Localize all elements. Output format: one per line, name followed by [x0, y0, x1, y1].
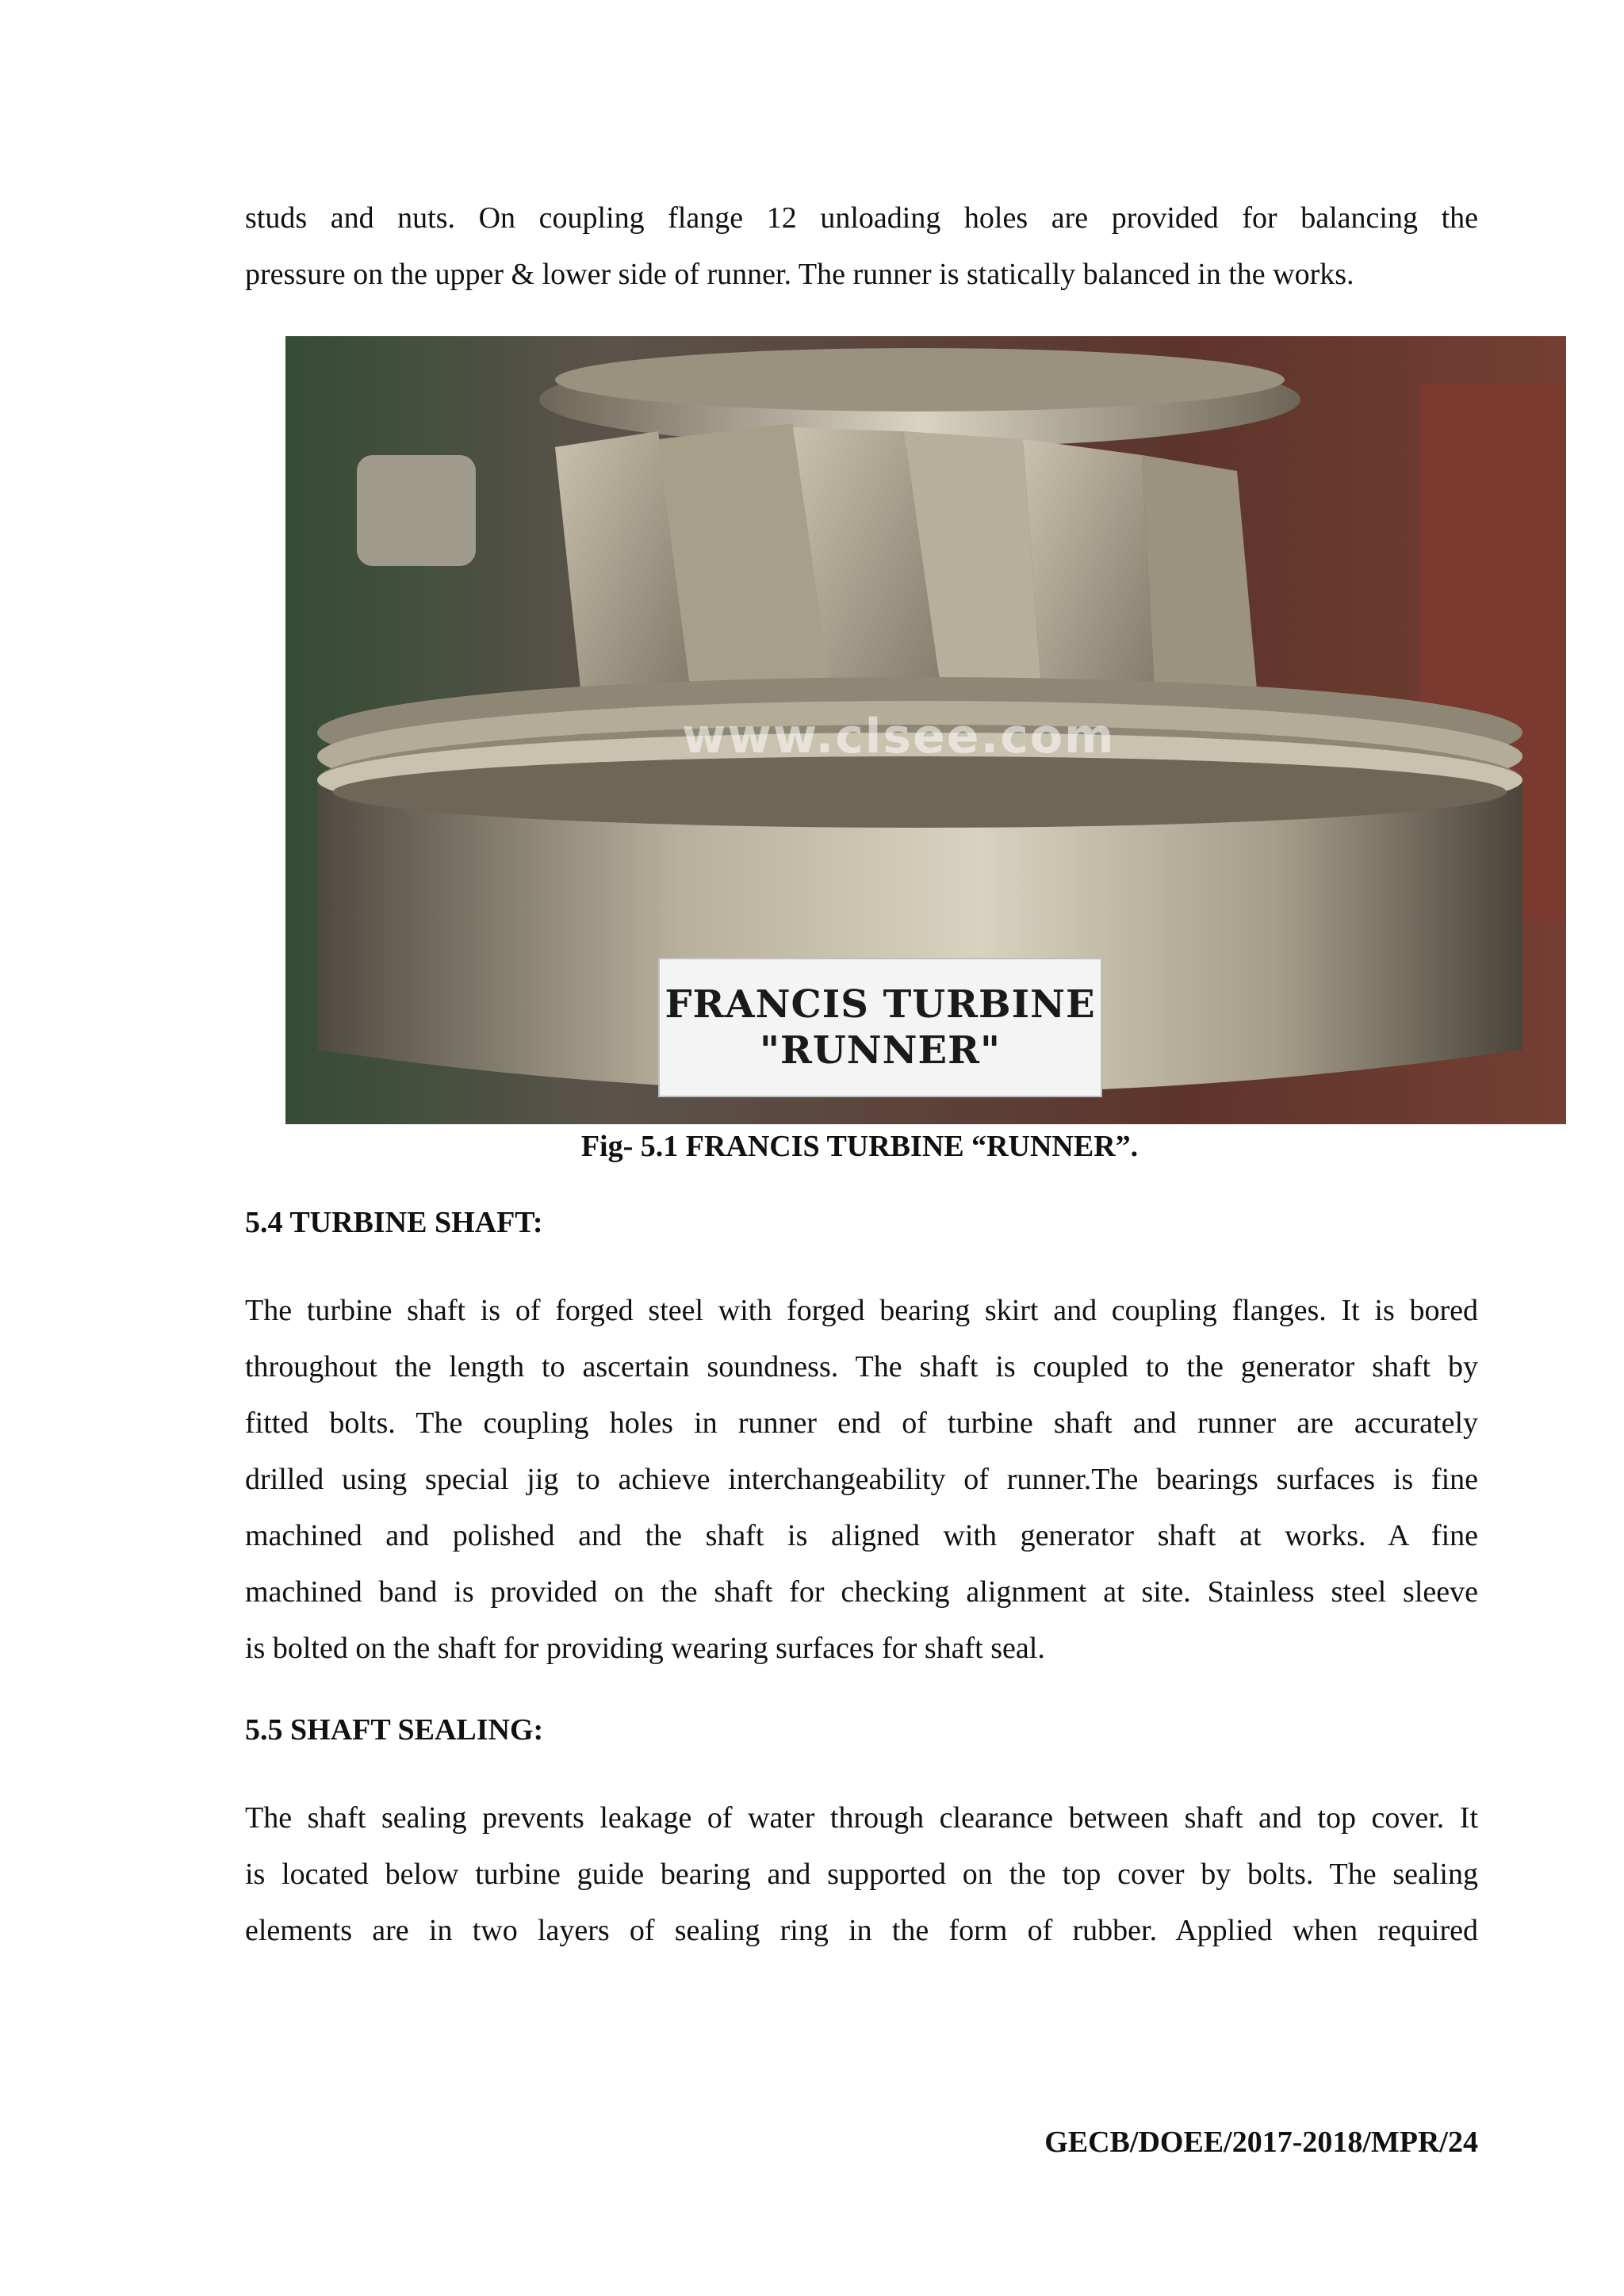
paragraph-line: The turbine shaft is of forged steel with forged bearing skirt and coupling flanges. It is bored — [245, 1294, 1478, 1327]
paragraph-line: is located below turbine guide bearing and supported on the top cover by bolts. The sealing — [245, 1858, 1478, 1891]
paragraph-line: is bolted on the shaft for providing wearing surfaces for shaft seal. — [245, 1632, 1045, 1665]
turbine-shaft-paragraph — [245, 1283, 1478, 1677]
paragraph-line: drilled using special jig to achieve interchangeability of runner.The bearings surfaces is fine — [245, 1463, 1478, 1496]
section-heading-turbine-shaft: 5.4 TURBINE SHAFT: — [245, 1206, 543, 1239]
watermark-text: www.clsee.com — [682, 709, 1116, 764]
paragraph-line: machined and polished and the shaft is aligned with generator shaft at works. A fine — [245, 1519, 1478, 1552]
paragraph-line: studs and nuts. On coupling flange 12 unloading holes are provided for balancing the — [245, 201, 1478, 235]
paragraph-line: elements are in two layers of sealing ring in the form of rubber. Applied when required — [245, 1914, 1478, 1947]
section-heading-shaft-sealing: 5.5 SHAFT SEALING: — [245, 1713, 544, 1747]
turbine-runner-photo — [285, 336, 1566, 1124]
paragraph-line: throughout the length to ascertain soundness. The shaft is coupled to the generator shaft by — [245, 1350, 1478, 1383]
paragraph-line: fitted bolts. The coupling holes in runner end of turbine shaft and runner are accurately — [245, 1406, 1478, 1440]
shaft-sealing-paragraph — [245, 1790, 1478, 1959]
photo-label-line2: "RUNNER" — [760, 1028, 1001, 1073]
paragraph-line: pressure on the upper & lower side of runner. The runner is statically balanced in the works. — [245, 258, 1354, 291]
page-footer-id: GECB/DOEE/2017-2018/MPR/24 — [1044, 2126, 1478, 2159]
figure-caption: Fig- 5.1 FRANCIS TURBINE “RUNNER”. — [580, 1130, 1139, 1163]
paragraph-line: machined band is provided on the shaft for checking alignment at site. Stainless steel sleeve — [245, 1575, 1478, 1609]
intro-paragraph — [245, 190, 1478, 303]
photo-label-box — [658, 958, 1102, 1097]
paragraph-line: The shaft sealing prevents leakage of water through clearance between shaft and top cover. It — [245, 1801, 1478, 1835]
photo-label-line1: FRANCIS TURBINE — [665, 982, 1096, 1027]
